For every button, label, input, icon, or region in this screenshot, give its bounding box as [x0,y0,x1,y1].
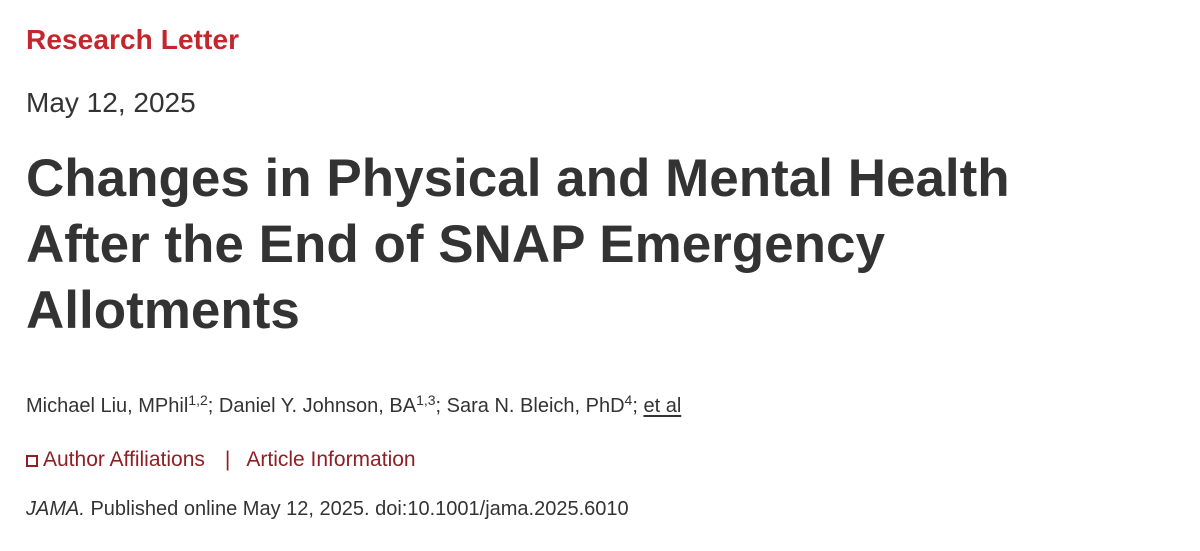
author-name: Michael Liu, MPhil [26,395,189,417]
link-divider: | [224,448,231,471]
et-al-link[interactable]: et al [643,395,682,417]
article-info-links [26,448,416,472]
article-type-label: Research Letter [26,24,240,55]
author-separator: ; [632,395,644,417]
title-line: Allotments [26,281,300,340]
author-separator: ; [207,395,219,417]
checkbox-icon [26,455,38,467]
title-line: After the End of SNAP Emergency [26,215,885,274]
author-affiliations-link[interactable] [26,448,205,472]
author-name: Daniel Y. Johnson, BA [218,395,417,417]
author-list [26,394,681,418]
publication-date: May 12, 2025 [26,87,196,118]
author-affiliation-number: 1,2 [188,392,208,408]
author-affiliation-number: 1,3 [416,392,436,408]
journal-name: JAMA. [26,498,85,520]
author-name: Sara N. Bleich, PhD [446,395,625,417]
author-separator: ; [435,395,447,417]
author-affiliation-number: 4 [624,392,633,408]
article-title [26,146,1146,344]
article-information-link[interactable]: Article Information [246,448,416,471]
citation [26,497,629,521]
author-affiliations-label: Author Affiliations [43,448,205,471]
title-line: Changes in Physical and Mental Health [26,149,1010,208]
citation-text: Published online May 12, 2025. doi:10.1001/jama.2025.6010 [84,498,629,520]
